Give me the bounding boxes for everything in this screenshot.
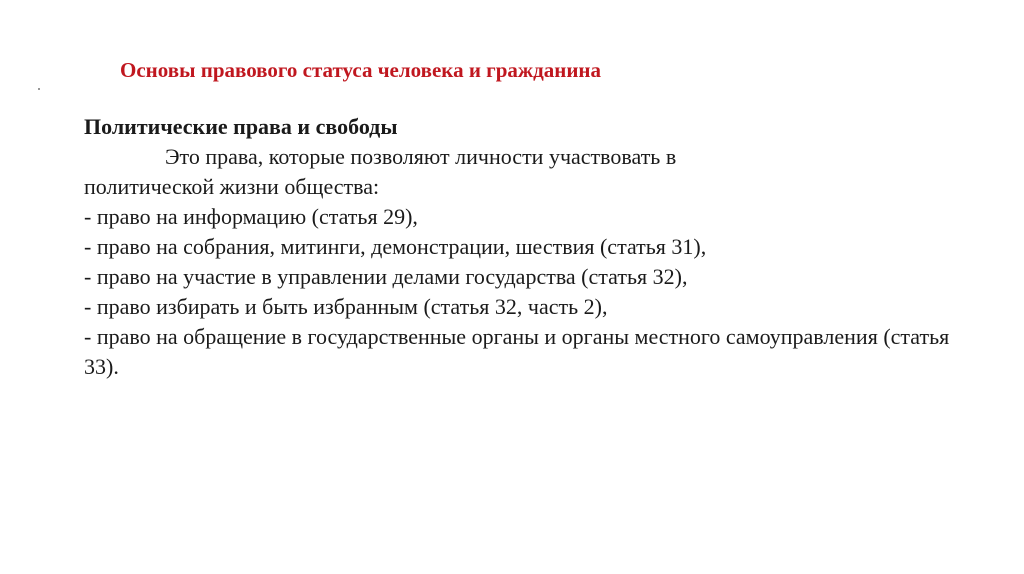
intro-line-2: политической жизни общества: (84, 174, 380, 199)
list-item: - право на информацию (статья 29), (84, 204, 418, 229)
section-heading: Политические права и свободы (84, 114, 398, 139)
list-item: - право на собрания, митинги, демонстрации, шествия (статья 31), (84, 234, 707, 259)
decorative-dot (38, 88, 40, 90)
list-item: - право на обращение в государственные органы и органы местного самоуправления (статья 33). (84, 324, 950, 379)
list-item: - право избирать и быть избранным (статья 32, часть 2), (84, 294, 608, 319)
intro-line-1: Это права, которые позволяют личности участвовать в (165, 144, 677, 169)
slide-title: Основы правового статуса человека и гражданина (120, 58, 602, 82)
slide-body (84, 112, 984, 382)
list-item: - право на участие в управлении делами государства (статья 32), (84, 264, 688, 289)
intro-paragraph (84, 142, 984, 202)
